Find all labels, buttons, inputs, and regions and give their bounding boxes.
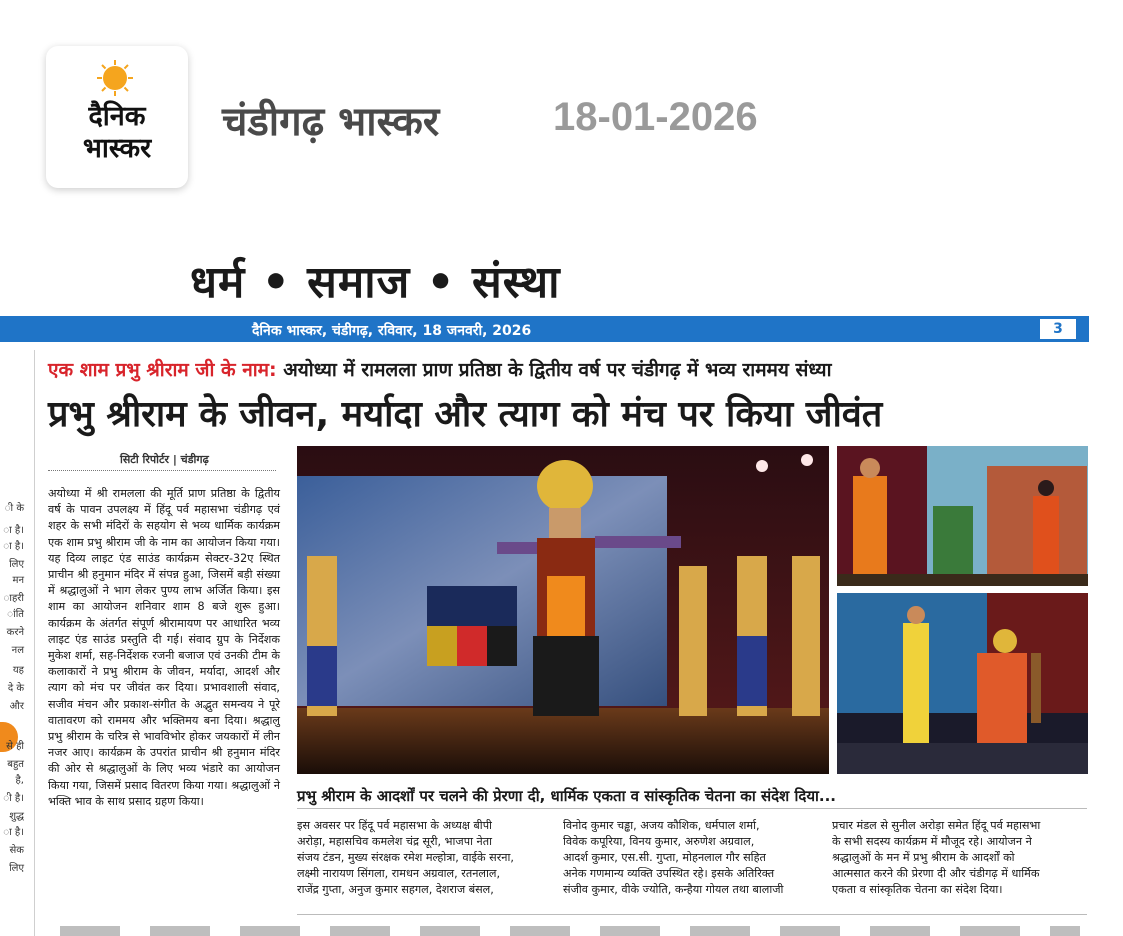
byline-rule: [48, 470, 276, 471]
page-band: [0, 316, 1089, 342]
column-line: प्रचार मंडल से सुनील अरोड़ा समेत हिंदू पर्व महासभा: [832, 819, 1041, 832]
column-line: के सभी सदस्य कार्यक्रम में मौजूद रहे। आयोजन ने: [832, 835, 1032, 848]
cropped-text-fragment: ा है।: [3, 541, 24, 552]
cropped-text-fragment: बहुत: [7, 759, 24, 770]
scene-photo-sages: [837, 446, 1088, 586]
logo-line-2: भास्कर: [82, 133, 152, 164]
cropped-text-fragment: और: [9, 701, 24, 712]
column-line: राजेंद्र गुप्ता, अनुज कुमार सहगल, देशराज बंसल,: [297, 883, 494, 896]
strap-lead: एक शाम प्रभु श्रीराम जी के नाम:: [48, 359, 277, 381]
newspaper-logo: [46, 46, 188, 188]
cropped-text-fragment: ांति: [7, 609, 24, 620]
column-line: एकता व सांस्कृतिक चेतना का संदेश दिया।: [832, 883, 1003, 896]
cropped-text-fragment: मन: [12, 575, 24, 586]
sun-icon: [97, 60, 133, 96]
photo-caption: प्रभु श्रीराम के आदर्शों पर चलने की प्रेरणा दी, धार्मिक एकता व सांस्कृतिक चेतना का संदेश दिया...: [297, 787, 836, 805]
column-line: लक्ष्मी नारायण सिंगला, रामधन अग्रवाल, रतनलाल,: [297, 867, 501, 880]
byline: सिटी रिपोर्टर | चंडीगढ़: [120, 453, 209, 466]
column-line: विनोद कुमार चड्ढा, अजय कौशिक, धर्मपाल शर्मा,: [563, 819, 760, 832]
cropped-text-fragment: ी है।: [3, 793, 24, 804]
column-line: इस अवसर पर हिंदू पर्व महासभा के अध्यक्ष बीपी: [297, 819, 492, 832]
cropped-text-fragment: ा है।: [3, 525, 24, 536]
caption-rule: [297, 808, 1087, 809]
cropped-text-fragment: ा है।: [3, 827, 24, 838]
column-line: श्रद्धालुओं के मन में प्रभु श्रीराम के आदर्शों को: [832, 851, 1015, 864]
column-divider: [34, 350, 35, 936]
bottom-rule: [297, 914, 1087, 915]
column-line: संजीव कुमार, वीके ज्योति, कन्हैया गोयल तथा बालाजी: [563, 883, 784, 896]
stage-performance-photo: [297, 446, 829, 774]
next-article-cropped: [60, 926, 1080, 936]
cropped-text-fragment: दे के: [7, 683, 24, 694]
section-title: धर्म • समाज • संस्था: [190, 257, 561, 308]
strap-text: अयोध्या में रामलला प्राण प्रतिष्ठा के द्वितीय वर्ष पर चंडीगढ़ में भव्य राममय संध्या: [276, 359, 832, 381]
continuation-column-1: [297, 818, 545, 898]
cropped-text-fragment: शुद्ध: [9, 811, 24, 822]
column-line: विवेक कपूरिया, विनय कुमार, अरुणेश अग्रवाल,: [563, 835, 755, 848]
edition-date: 18-01-2026: [553, 95, 758, 139]
logo-line-1: दैनिक: [88, 101, 146, 132]
continuation-column-3: [832, 818, 1088, 898]
cropped-text-fragment: लिए: [9, 863, 24, 874]
cropped-text-fragment: नल: [11, 645, 24, 656]
cropped-text-fragment: करने: [6, 627, 24, 638]
cropped-text-fragment: यह: [12, 665, 24, 676]
article-body: अयोध्या में श्री रामलला की मूर्ति प्राण प्रतिष्ठा के द्वितीय वर्ष के पावन उपलक्ष्य में हिंदू पर्व महासभा चंडीगढ़ एवं शहर के सभी मंदिरों के सहयोग से भव्य धार्मिक कार्यक्रम एक शाम प्रभु श्रीराम जी के नाम का आयोजन किया गया। यह दिव्य लाइट एंड साउंड कार्यक्रम सेक्टर-32ए स्थित प्राचीन श्री हनुमान मंदिर में संपन्न हुआ, जिसमें बड़ी संख्या में श्रद्धालुओं ने भाग लेकर पुण्य लाभ अर्जित किया। इस शाम का आयोजन शनिवार शाम 8 बजे शुरू हुआ। कार्यक्रम के अंतर्गत संपूर्ण श्रीरामायण पर आधारित भव्य लाइट एंड साउंड प्रस्तुति दी गई। संवाद ग्रुप के निर्देशक मुकेश शर्मा, सह-निर्देशक रजनी बजाज एवं उनकी टीम के कलाकारों ने प्रभु श्रीराम के जीवन, मर्यादा, आदर्श और त्याग को मंच पर जीवंत कर दिया। प्रभावशाली संवाद, सजीव मंचन और प्रकाश-संगीत के अद्भुत समन्वय ने पूरे वातावरण को राममय और भक्तिमय बना दिया। श्रद्धालु प्रभु श्रीराम के चरित्र से भावविभोर होकर जयकारों में लीन नजर आए। कार्यक्रम के उपरांत प्राचीन श्री हनुमान मंदिर की ओर से श्रद्धालुओं के लिए भव्य भंडारे का आयोजन किया गया, जिसमें प्रसाद वितरण किया गया। श्रद्धालुओं ने भक्ति भाव के साथ प्रसाद ग्रहण किया।: [48, 487, 280, 808]
edition-title: चंडीगढ़ भास्कर: [222, 99, 440, 145]
cropped-text-fragment: ाहरी: [3, 593, 24, 604]
article-strap: [48, 356, 831, 382]
left-cropped-column: [0, 350, 32, 936]
cropped-text-fragment: सेक: [9, 845, 24, 856]
continuation-column-2: [563, 818, 813, 898]
band-dateline: दैनिक भास्कर, चंडीगढ़, रविवार, 18 जनवरी, 2026: [252, 323, 532, 339]
column-line: अनेक गणमान्य व्यक्ति उपस्थित रहे। इसके अतिरिक्त: [563, 867, 775, 880]
article-headline: प्रभु श्रीराम के जीवन, मर्यादा और त्याग को मंच पर किया जीवंत: [48, 394, 883, 435]
column-line: अरोड़ा, महासचिव कमलेश चंद्र सूरी, भाजपा नेता: [297, 835, 493, 848]
cropped-text-fragment: है,: [15, 775, 24, 786]
column-line: संजय टंडन, मुख्य संरक्षक रमेश मल्होत्रा, वाईके सरना,: [297, 851, 514, 864]
cropped-text-fragment: से ही: [6, 741, 24, 752]
scene-photo-hanuman: [837, 593, 1088, 774]
cropped-text-fragment: ी के: [4, 503, 24, 514]
cropped-text-fragment: लिए: [9, 559, 24, 570]
column-line: आदर्श कुमार, एस.सी. गुप्ता, मोहनलाल गौर सहित: [563, 851, 766, 864]
column-line: आत्मसात करने की प्रेरणा दी और चंडीगढ़ में धार्मिक: [832, 867, 1040, 880]
page-number: 3: [1040, 319, 1076, 339]
